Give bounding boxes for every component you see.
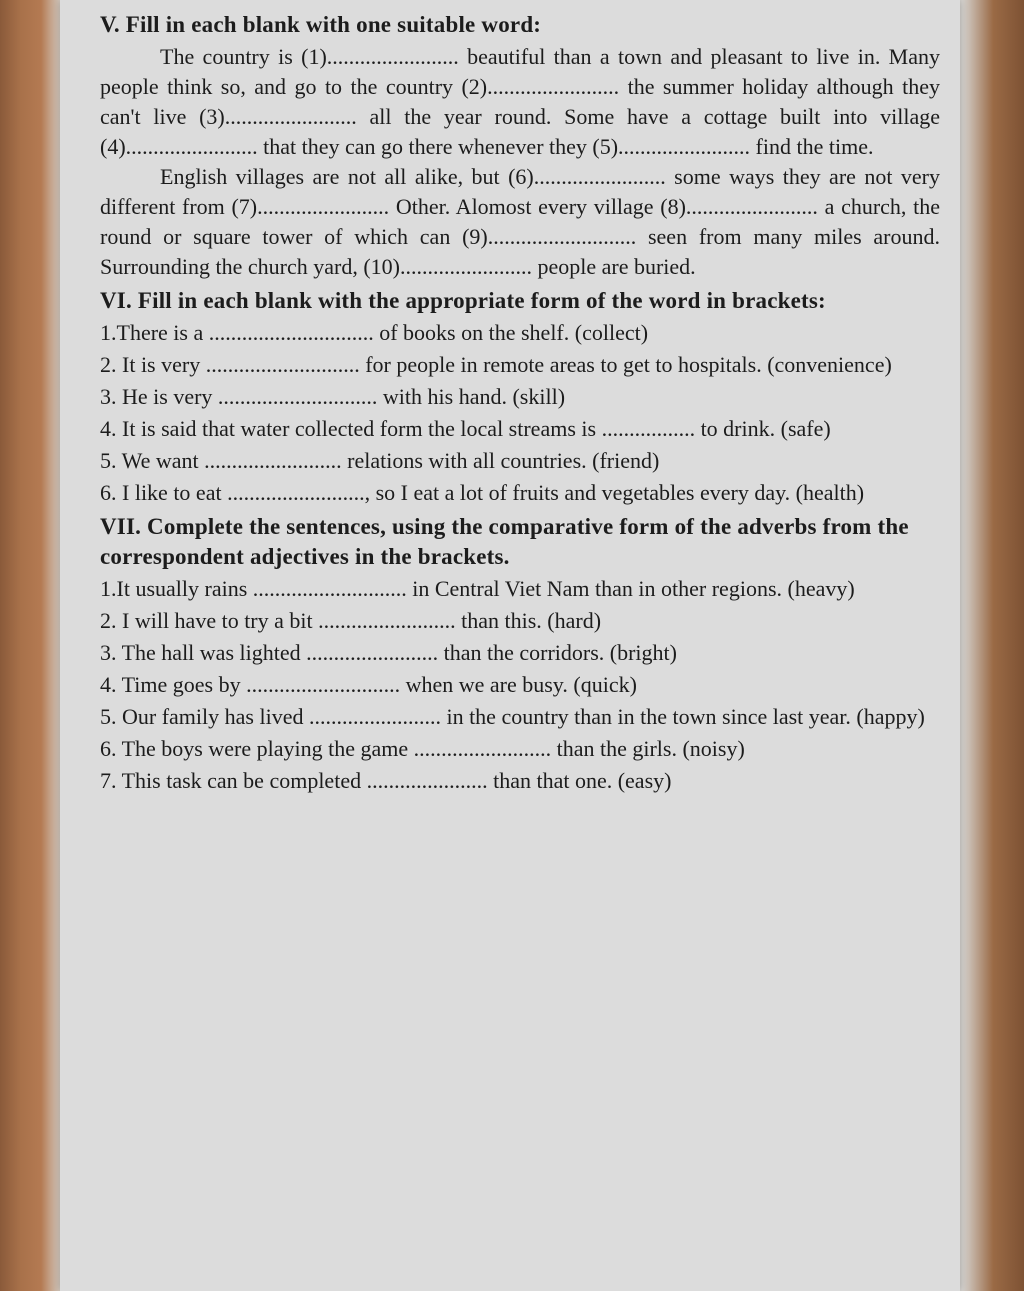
section-6-item-5: 5. We want ......................... relations with all countries. (friend) bbox=[100, 448, 660, 473]
section-7-item-4: 4. Time goes by ............................ when we are busy. (quick) bbox=[100, 672, 637, 697]
section-6-item-3: 3. He is very ............................. with his hand. (skill) bbox=[100, 384, 566, 409]
section-7-item-2: 2. I will have to try a bit ......................... than this. (hard) bbox=[100, 608, 602, 633]
section-5-heading: V. Fill in each blank with one suitable word: bbox=[100, 12, 542, 37]
section-6-item-2: 2. It is very ............................ for people in remote areas to get to hospitals. (convenience) bbox=[100, 352, 892, 377]
section-5-paragraph-1: The country is (1)........................ beautiful than a town and pleasant to live in. Many people think so, and go to the country (2)........................ the summer holiday although they can't live (3)........................ all the year round. Some have a cottage built into village (4)........................ that they can go there whenever they (5)........................ find the time. bbox=[100, 44, 940, 159]
section-7-item-7: 7. This task can be completed ...................... than that one. (easy) bbox=[100, 768, 672, 793]
section-7-item-3: 3. The hall was lighted ........................ than the corridors. (bright) bbox=[100, 640, 677, 665]
section-5-paragraph-2: English villages are not all alike, but (6)........................ some ways they are not very different from (7)........................ Other. Alomost every village (8)........................ a church, the round or square tower of which can (9)........................... seen from many miles around. Surrounding the church yard, (10)........................ people are buried. bbox=[100, 164, 940, 279]
section-7-item-5: 5. Our family has lived ........................ in the country than in the town since last year. (happy) bbox=[100, 704, 925, 729]
section-7-item-6: 6. The boys were playing the game ......................... than the girls. (noisy) bbox=[100, 736, 745, 761]
section-6-item-6: 6. I like to eat ........................., so I eat a lot of fruits and vegetables every day. (health) bbox=[100, 480, 865, 505]
worksheet-paper bbox=[60, 0, 960, 1291]
section-6-item-4: 4. It is said that water collected form the local streams is ................. to drink. (safe) bbox=[100, 416, 831, 441]
section-6-heading: VI. Fill in each blank with the appropriate form of the word in brackets: bbox=[100, 288, 826, 313]
section-7-item-1: 1.It usually rains ............................ in Central Viet Nam than in other regions. (heavy) bbox=[100, 576, 855, 601]
section-7-heading: VII. Complete the sentences, using the comparative form of the adverbs from the correspondent adjectives in the brackets. bbox=[100, 514, 909, 569]
section-6-item-1: 1.There is a .............................. of books on the shelf. (collect) bbox=[100, 320, 649, 345]
worksheet-content bbox=[100, 6, 940, 798]
